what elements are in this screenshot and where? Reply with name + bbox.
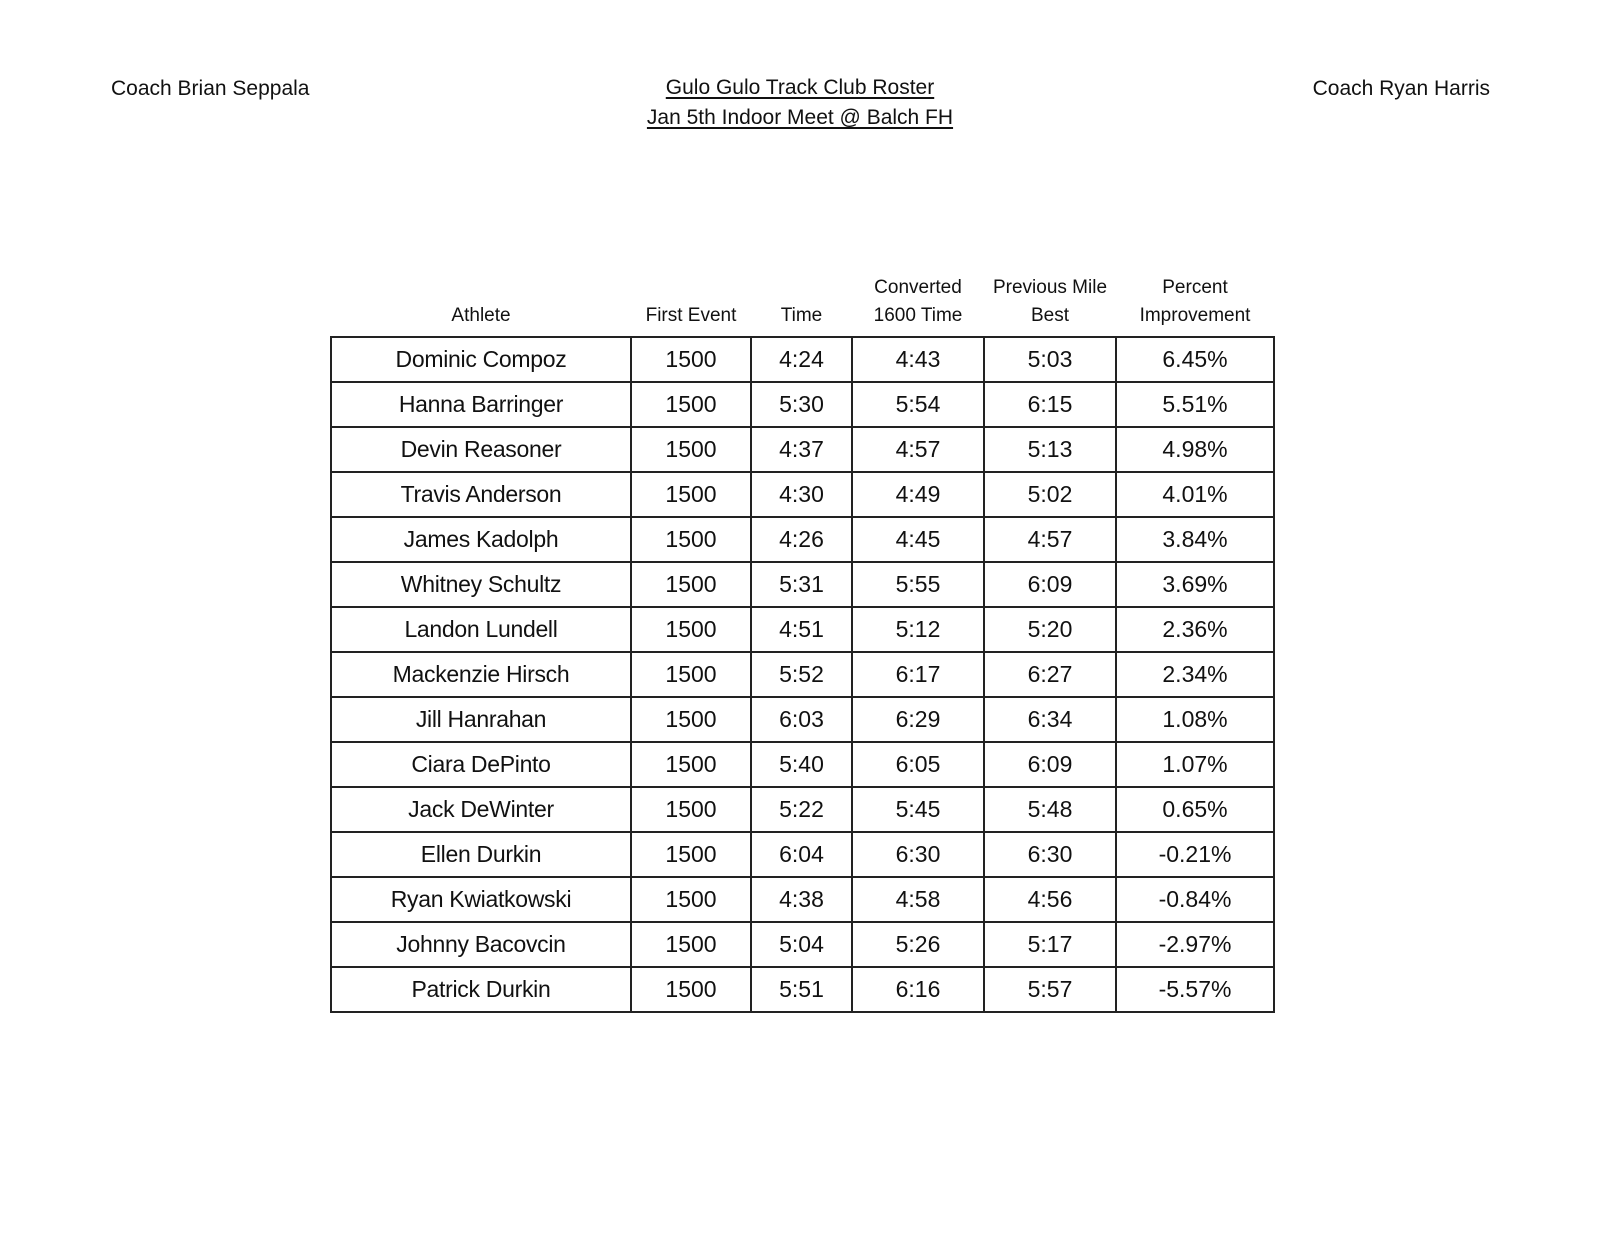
- previous-best-cell: 6:30: [984, 832, 1116, 877]
- converted-time-cell: 5:45: [852, 787, 984, 832]
- event-cell: 1500: [631, 877, 751, 922]
- table-row: [331, 967, 1274, 1012]
- meet-subtitle: Jan 5th Indoor Meet @ Balch FH: [646, 106, 954, 129]
- athlete-cell: Jill Hanrahan: [331, 697, 631, 742]
- header-first-event: First Event: [645, 305, 737, 326]
- time-cell: 4:24: [751, 337, 852, 382]
- athlete-cell: Jack DeWinter: [331, 787, 631, 832]
- time-cell: 5:51: [751, 967, 852, 1012]
- event-cell: 1500: [631, 922, 751, 967]
- converted-time-cell: 6:30: [852, 832, 984, 877]
- table-row: [331, 832, 1274, 877]
- percent-improvement-cell: 1.07%: [1116, 742, 1274, 787]
- converted-time-cell: 6:29: [852, 697, 984, 742]
- athlete-cell: Patrick Durkin: [331, 967, 631, 1012]
- percent-improvement-cell: 3.84%: [1116, 517, 1274, 562]
- converted-time-cell: 6:16: [852, 967, 984, 1012]
- previous-best-cell: 6:09: [984, 742, 1116, 787]
- converted-time-cell: 5:12: [852, 607, 984, 652]
- table-row: [331, 382, 1274, 427]
- header-percent-improvement: Percent Improvement: [1139, 277, 1251, 326]
- table-row: [331, 742, 1274, 787]
- table-row: [331, 877, 1274, 922]
- converted-time-cell: 4:43: [852, 337, 984, 382]
- time-cell: 5:30: [751, 382, 852, 427]
- converted-time-cell: 5:54: [852, 382, 984, 427]
- previous-best-cell: 5:57: [984, 967, 1116, 1012]
- converted-time-cell: 6:05: [852, 742, 984, 787]
- converted-time-cell: 4:57: [852, 427, 984, 472]
- percent-improvement-cell: 2.34%: [1116, 652, 1274, 697]
- percent-improvement-cell: 5.51%: [1116, 382, 1274, 427]
- table-header-row: [331, 268, 1274, 337]
- time-cell: 4:30: [751, 472, 852, 517]
- coach-left-name: Coach Brian Seppala: [111, 77, 310, 100]
- table-row: [331, 562, 1274, 607]
- event-cell: 1500: [631, 427, 751, 472]
- converted-time-cell: 6:17: [852, 652, 984, 697]
- event-cell: 1500: [631, 472, 751, 517]
- athlete-cell: Whitney Schultz: [331, 562, 631, 607]
- athlete-cell: Travis Anderson: [331, 472, 631, 517]
- coach-right-name: Coach Ryan Harris: [1312, 77, 1490, 100]
- header-previous-best: Previous Mile Best: [992, 277, 1108, 326]
- table-row: [331, 337, 1274, 382]
- percent-improvement-cell: 6.45%: [1116, 337, 1274, 382]
- athlete-cell: James Kadolph: [331, 517, 631, 562]
- athlete-cell: Mackenzie Hirsch: [331, 652, 631, 697]
- event-cell: 1500: [631, 787, 751, 832]
- time-cell: 4:37: [751, 427, 852, 472]
- event-cell: 1500: [631, 607, 751, 652]
- athlete-cell: Ryan Kwiatkowski: [331, 877, 631, 922]
- previous-best-cell: 6:34: [984, 697, 1116, 742]
- athlete-cell: Devin Reasoner: [331, 427, 631, 472]
- previous-best-cell: 4:57: [984, 517, 1116, 562]
- athlete-cell: Landon Lundell: [331, 607, 631, 652]
- event-cell: 1500: [631, 562, 751, 607]
- event-cell: 1500: [631, 517, 751, 562]
- percent-improvement-cell: 4.98%: [1116, 427, 1274, 472]
- converted-time-cell: 4:49: [852, 472, 984, 517]
- time-cell: 6:04: [751, 832, 852, 877]
- event-cell: 1500: [631, 967, 751, 1012]
- athlete-cell: Ellen Durkin: [331, 832, 631, 877]
- roster-title: Gulo Gulo Track Club Roster: [665, 76, 935, 99]
- athlete-cell: Ciara DePinto: [331, 742, 631, 787]
- converted-time-cell: 5:55: [852, 562, 984, 607]
- time-cell: 4:51: [751, 607, 852, 652]
- percent-improvement-cell: -5.57%: [1116, 967, 1274, 1012]
- roster-body: [331, 337, 1274, 1012]
- time-cell: 5:31: [751, 562, 852, 607]
- time-cell: 5:22: [751, 787, 852, 832]
- table-row: [331, 427, 1274, 472]
- percent-improvement-cell: 2.36%: [1116, 607, 1274, 652]
- athlete-cell: Hanna Barringer: [331, 382, 631, 427]
- previous-best-cell: 5:02: [984, 472, 1116, 517]
- header-converted-time: Converted 1600 Time: [873, 277, 963, 326]
- time-cell: 5:04: [751, 922, 852, 967]
- event-cell: 1500: [631, 742, 751, 787]
- converted-time-cell: 5:26: [852, 922, 984, 967]
- time-cell: 4:26: [751, 517, 852, 562]
- time-cell: 5:52: [751, 652, 852, 697]
- event-cell: 1500: [631, 832, 751, 877]
- previous-best-cell: 5:48: [984, 787, 1116, 832]
- previous-best-cell: 5:17: [984, 922, 1116, 967]
- table-row: [331, 472, 1274, 517]
- header-athlete: Athlete: [451, 305, 511, 326]
- previous-best-cell: 5:20: [984, 607, 1116, 652]
- table-row: [331, 697, 1274, 742]
- previous-best-cell: 5:03: [984, 337, 1116, 382]
- converted-time-cell: 4:58: [852, 877, 984, 922]
- previous-best-cell: 6:27: [984, 652, 1116, 697]
- percent-improvement-cell: -0.21%: [1116, 832, 1274, 877]
- header-time: Time: [780, 305, 823, 326]
- converted-time-cell: 4:45: [852, 517, 984, 562]
- table-row: [331, 607, 1274, 652]
- table-row: [331, 652, 1274, 697]
- time-cell: 4:38: [751, 877, 852, 922]
- table-row: [331, 787, 1274, 832]
- event-cell: 1500: [631, 382, 751, 427]
- percent-improvement-cell: 0.65%: [1116, 787, 1274, 832]
- previous-best-cell: 6:15: [984, 382, 1116, 427]
- athlete-cell: Dominic Compoz: [331, 337, 631, 382]
- previous-best-cell: 5:13: [984, 427, 1116, 472]
- table-row: [331, 517, 1274, 562]
- percent-improvement-cell: -2.97%: [1116, 922, 1274, 967]
- event-cell: 1500: [631, 697, 751, 742]
- time-cell: 6:03: [751, 697, 852, 742]
- percent-improvement-cell: 3.69%: [1116, 562, 1274, 607]
- event-cell: 1500: [631, 337, 751, 382]
- event-cell: 1500: [631, 652, 751, 697]
- previous-best-cell: 6:09: [984, 562, 1116, 607]
- percent-improvement-cell: 1.08%: [1116, 697, 1274, 742]
- roster-table: [330, 268, 1275, 1013]
- previous-best-cell: 4:56: [984, 877, 1116, 922]
- time-cell: 5:40: [751, 742, 852, 787]
- percent-improvement-cell: 4.01%: [1116, 472, 1274, 517]
- athlete-cell: Johnny Bacovcin: [331, 922, 631, 967]
- table-row: [331, 922, 1274, 967]
- percent-improvement-cell: -0.84%: [1116, 877, 1274, 922]
